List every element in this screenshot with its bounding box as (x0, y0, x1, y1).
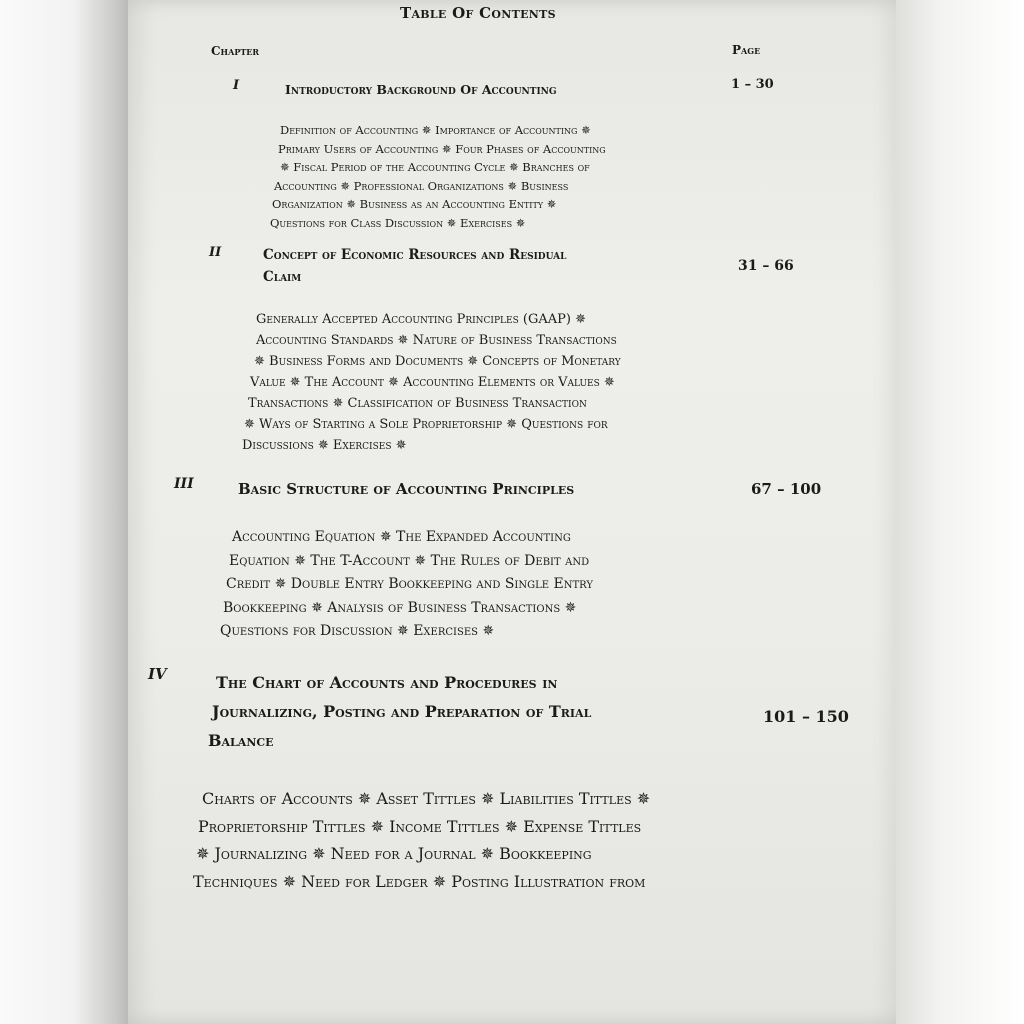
chapter-title-line: Journalizing, Posting and Preparation of Trial (212, 702, 592, 721)
page-column-header: Page (732, 43, 761, 57)
chapter-title (208, 668, 592, 755)
topic-line: Questions for Class Discussion ✵ Exercises ✵ (270, 215, 526, 230)
chapter-numeral: II (209, 245, 222, 260)
topic-line: Transactions ✵ Classification of Business Transaction (248, 396, 587, 411)
topic-line: Accounting ✵ Professional Organizations ✵ Business (274, 178, 569, 193)
topic-line: Value ✵ The Account ✵ Accounting Elements or Values ✵ (250, 375, 615, 390)
topic-line: Organization ✵ Business as an Accounting Entity ✵ (272, 197, 557, 212)
page-title: Table Of Contents (400, 4, 556, 22)
topic-line: Bookkeeping ✵ Analysis of Business Transactions ✵ (223, 599, 577, 616)
chapter-title-line: Basic Structure of Accounting Principles (238, 480, 575, 498)
chapter-title-line: Concept of Economic Resources and Residual (263, 247, 567, 263)
chapter-numeral: III (174, 476, 194, 492)
chapter-pages: 67 – 100 (751, 480, 822, 498)
chapter-column-header: Chapter (211, 44, 260, 58)
topic-line: Charts of Accounts ✵ Asset Tittles ✵ Liabilities Tittles ✵ (202, 789, 651, 808)
chapter-topics (193, 785, 651, 895)
topic-line: Accounting Equation ✵ The Expanded Accounting (232, 529, 571, 545)
chapter-topics (270, 121, 606, 233)
chapter-pages: 31 – 66 (738, 258, 794, 274)
topic-line: Definition of Accounting ✵ Importance of Accounting ✵ (280, 123, 591, 137)
topic-line: Primary Users of Accounting ✵ Four Phases of Accounting (278, 141, 606, 156)
chapter-topics (220, 526, 593, 644)
chapter-title-line: Introductory Background Of Accounting (285, 82, 557, 97)
topic-line: ✵ Fiscal Period of the Accounting Cycle ✵ Branches of (280, 160, 590, 175)
topic-line: ✵ Journalizing ✵ Need for a Journal ✵ Bookkeeping (196, 844, 592, 863)
topic-line: ✵ Business Forms and Documents ✵ Concepts of Monetary (254, 354, 621, 369)
topic-line: Discussions ✵ Exercises ✵ (242, 438, 407, 453)
topic-line: Generally Accepted Accounting Principles (GAAP) ✵ (256, 312, 586, 327)
topic-line: Accounting Standards ✵ Nature of Business Transactions (256, 333, 617, 348)
topic-line: ✵ Ways of Starting a Sole Proprietorship ✵ Questions for (244, 417, 608, 432)
topic-line: Questions for Discussion ✵ Exercises ✵ (220, 623, 495, 639)
chapter-title (263, 244, 566, 288)
chapter-topics (242, 309, 621, 456)
chapter-numeral: I (233, 78, 240, 93)
topic-line: Equation ✵ The T-Account ✵ The Rules of Debit and (229, 552, 590, 569)
chapter-title-line: Balance (208, 731, 274, 750)
topic-line: Proprietorship Tittles ✵ Income Tittles ✵ Expense Tittles (198, 816, 642, 836)
topic-line: Credit ✵ Double Entry Bookkeeping and Single Entry (226, 576, 593, 592)
chapter-title (238, 478, 574, 501)
chapter-pages: 1 – 30 (731, 77, 774, 92)
chapter-title-line: The Chart of Accounts and Procedures in (216, 673, 558, 692)
chapter-numeral: IV (148, 665, 167, 683)
topic-line: Techniques ✵ Need for Ledger ✵ Posting Illustration from (193, 871, 646, 891)
chapter-title-line: Claim (263, 269, 302, 285)
chapter-pages: 101 – 150 (763, 707, 849, 726)
chapter-title (285, 81, 557, 100)
